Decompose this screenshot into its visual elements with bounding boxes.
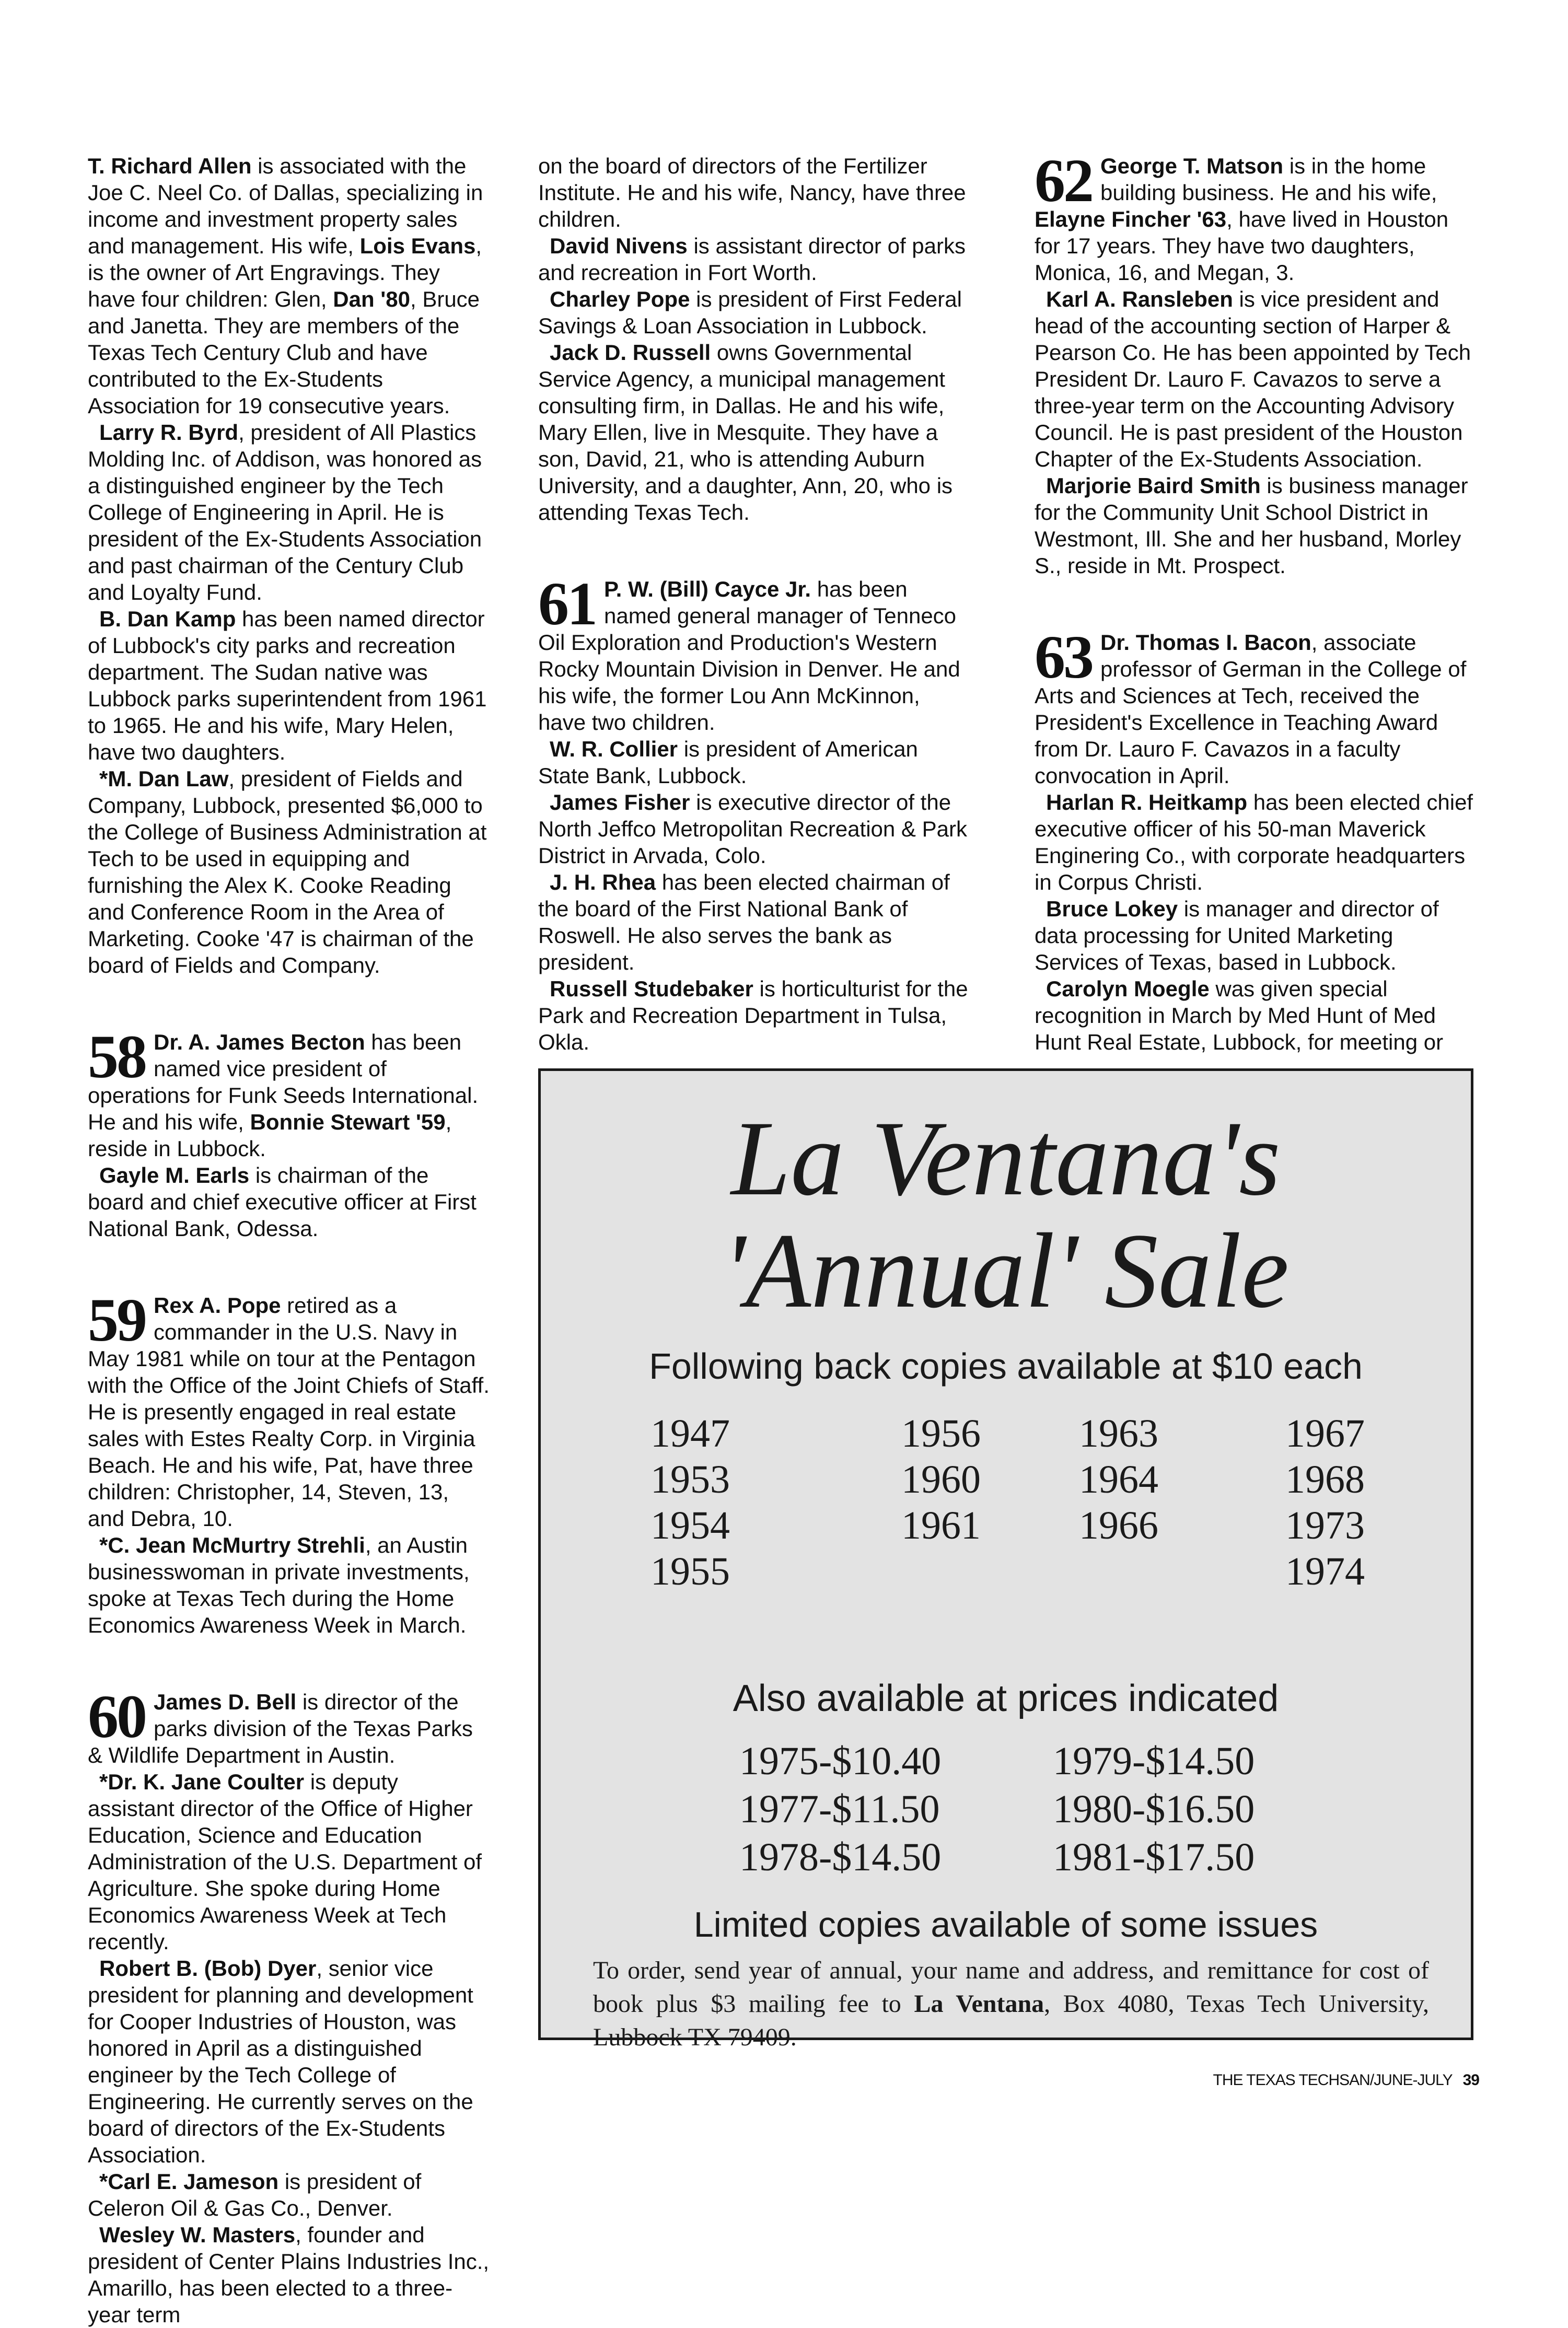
entry-lokey [1035, 895, 1473, 975]
entry-law [88, 765, 490, 979]
entry-text: was given special recognition in March by Med Hunt of Med Hunt Real Estate, Lubbock, for meeting or [1035, 976, 1444, 1054]
entry-masters [88, 2221, 490, 2328]
price-item: 1977-$11.50 [739, 1787, 940, 1831]
entry-text: is director of the parks division of the Texas Parks & Wildlife Department in Austin. [88, 1690, 473, 1767]
entry-name: J. H. Rhea [550, 870, 656, 894]
entry-text: is chairman of the board and chief executive officer at First National Bank, Odessa. [88, 1163, 477, 1241]
entry-text: is in the home building business. He and his wife, [1100, 154, 1437, 205]
entry-kamp [88, 606, 490, 765]
price-item: 1981-$17.50 [1053, 1835, 1255, 1879]
entry-allen [88, 153, 490, 419]
entry-name: Marjorie Baird Smith [1046, 473, 1261, 498]
year-item: 1966 [1079, 1504, 1158, 1547]
price-item: 1979-$14.50 [1053, 1739, 1255, 1783]
entry-text: has been elected chief executive officer of his 50-man Maverick Enginering Co., with corporate headquarters in Corpus Christi. [1035, 790, 1473, 894]
ad-title [541, 1099, 1471, 1330]
class-year-61: 61 [538, 569, 596, 638]
class-58-section [88, 1022, 490, 1242]
la-ventana-ad [538, 1068, 1473, 2051]
years-column-2 [901, 1411, 1058, 1549]
year-item: 1968 [1285, 1458, 1365, 1501]
year-item: 1955 [651, 1550, 730, 1593]
entry-text: , associate professor of German in the College of Arts and Sciences at Tech, received the President's Excellence in Teaching Award from Dr. Lauro F. Cavazos in a faculty convocation in April. [1035, 630, 1467, 788]
entry-dyer [88, 1955, 490, 2168]
entry-name: Dr. Thomas I. Bacon [1100, 630, 1311, 655]
entry-name: Larry R. Byrd [99, 420, 239, 445]
entry-name: P. W. (Bill) Cayce Jr. [604, 577, 811, 601]
entry-studebaker [538, 975, 972, 1055]
entry-text: has been named director of Lubbock's city parks and recreation department. The Sudan native was Lubbock parks superintendent from 1961 to 1965. He and his wife, Mary Helen, have two daughters. [88, 607, 487, 764]
entry-rhea [538, 869, 972, 975]
class-year-62: 62 [1035, 146, 1092, 215]
prices-column-2 [1053, 1737, 1325, 1881]
years-column-1 [651, 1411, 807, 1594]
prices-column-1 [739, 1737, 1011, 1881]
entry-name: Robert B. (Bob) Dyer [99, 1956, 317, 1981]
class-61-section [538, 569, 972, 1055]
entry-text: on the board of directors of the Fertilizer Institute. He and his wife, Nancy, have three children. [538, 154, 966, 231]
entry-heitkamp [1035, 789, 1473, 895]
entry-strehli [88, 1532, 490, 1638]
entry-name: Russell Studebaker [550, 976, 753, 1001]
class-year-60: 60 [88, 1682, 145, 1751]
year-item: 1954 [651, 1504, 730, 1547]
spacer [88, 1638, 490, 1689]
year-item: 1967 [1285, 1412, 1365, 1456]
entry-name: W. R. Collier [550, 737, 678, 761]
order-name: La Ventana [914, 1990, 1044, 2018]
publication-name: THE TEXAS TECHSAN/JUNE-JULY [1213, 2071, 1453, 2089]
entry-name: Bonnie Stewart '59 [250, 1110, 446, 1134]
entry-text: has been named vice president of operations for Funk Seeds International. He and his wife, [88, 1030, 479, 1134]
entry-russell [538, 339, 972, 526]
entry-text: is vice president and head of the accounting section of Harper & Pearson Co. He has been appointed by Tech President Dr. Lauro F. Cavazos to serve a three-year term on the Accounting Advisory Council. He is past president of the Houston Chapter of the Ex-Students Association. [1035, 287, 1471, 471]
entry-name: Karl A. Ransleben [1046, 287, 1233, 311]
page-footer [1213, 2071, 1479, 2089]
entry-name: T. Richard Allen [88, 154, 252, 178]
years-column-4 [1285, 1411, 1442, 1594]
entry-text: , is the owner of Art Engravings. They have four children: Glen, [88, 234, 482, 311]
entry-text: has been named general manager of Tenneco Oil Exploration and Production's Western Rocky Mountain Division in Denver. He and his wife, the former Lou Ann McKinnon, have two children. [538, 577, 960, 735]
entry-name: *C. Jean McMurtry Strehli [99, 1533, 365, 1557]
entry-text: owns Governmental Service Agency, a municipal management consulting firm, in Dallas. He and his wife, Mary Ellen, live in Mesquite. They have a son, David, 21, who is attending Auburn University, and a daughter, Ann, 20, who is attending Texas Tech. [538, 340, 953, 525]
column-2 [538, 153, 972, 1055]
year-item: 1974 [1285, 1550, 1365, 1593]
year-item: 1964 [1079, 1458, 1158, 1501]
ad-prices-heading: Also available at prices indicated [733, 1678, 1279, 1719]
entry-ransleben [1035, 286, 1473, 472]
entry-name: *M. Dan Law [99, 766, 229, 791]
entry-text: is horticulturist for the Park and Recreation Department in Tulsa, Okla. [538, 976, 968, 1054]
entry-name: *Dr. K. Jane Coulter [99, 1770, 305, 1794]
entry-name: Wesley W. Masters [99, 2222, 296, 2247]
entry-name: George T. Matson [1100, 154, 1284, 178]
entry-fisher [538, 789, 972, 869]
entry-name: Bruce Lokey [1046, 897, 1178, 921]
year-item: 1961 [901, 1504, 981, 1547]
order-text: , Box 4080, Texas Tech University, Lubbock TX 79409. [593, 1990, 1430, 2051]
entry-text: has been elected chairman of the board of the First National Bank of Roswell. He also serves the bank as president. [538, 870, 950, 974]
class-59-section [88, 1286, 490, 1638]
year-item: 1963 [1079, 1412, 1158, 1456]
entry-text: , senior vice president for planning and development for Cooper Industries of Houston, was honored in April as a distinguished engineer by the Tech College of Engineering. He currently serves on the board of directors of the Ex-Students Association. [88, 1956, 473, 2167]
year-item: 1953 [651, 1458, 730, 1501]
entry-text: is assistant director of parks and recreation in Fort Worth. [538, 234, 966, 285]
entry-text: , founder and president of Center Plains Industries Inc., Amarillo, has been elected to a three-year term [88, 2222, 490, 2327]
spacer [538, 526, 972, 576]
entry-name: David Nivens [550, 234, 688, 258]
entry-name: Charley Pope [550, 287, 690, 311]
entry-pope [88, 1286, 490, 1532]
entry-text: , president of All Plastics Molding Inc. of Addison, was honored as a distinguished engineer by the Tech College of Engineering in April. He is president of the Ex-Students Association and past chairman of the Century Club and Loyalty Fund. [88, 420, 482, 604]
entry-pope-c [538, 286, 972, 339]
entry-name: B. Dan Kamp [99, 607, 236, 631]
price-item: 1980-$16.50 [1053, 1787, 1255, 1831]
ad-title-line-2: 'Annual' Sale [722, 1212, 1290, 1330]
spacer [88, 979, 490, 1029]
entry-masters-cont [538, 153, 972, 232]
entry-bacon [1035, 623, 1473, 789]
year-item: 1960 [901, 1458, 981, 1501]
entry-name: James D. Bell [154, 1690, 297, 1714]
column-3 [1035, 146, 1473, 1055]
class-year-58: 58 [88, 1022, 145, 1091]
entry-cayce [538, 569, 972, 736]
entry-text: , have lived in Houston for 17 years. They have two daughters, Monica, 16, and Megan, 3. [1035, 207, 1449, 285]
class-62-section [1035, 146, 1473, 579]
entry-nivens [538, 232, 972, 286]
years-column-3 [1079, 1411, 1236, 1549]
ad-order-instructions [593, 1954, 1429, 2054]
spacer [88, 1242, 490, 1292]
entry-becton [88, 1022, 490, 1162]
spacer [1035, 579, 1473, 629]
entry-text: is manager and director of data processing for United Marketing Services of Texas, based in Lubbock. [1035, 897, 1439, 974]
price-item: 1975-$10.40 [739, 1739, 942, 1783]
class-year-63: 63 [1035, 623, 1092, 691]
class-60-section [88, 1682, 490, 2328]
year-item: 1973 [1285, 1504, 1365, 1547]
entry-name: Dan '80 [333, 287, 410, 311]
entry-text: , an Austin businesswoman in private investments, spoke at Texas Tech during the Home Economics Awareness Week in March. [88, 1533, 470, 1637]
entry-name: Harlan R. Heitkamp [1046, 790, 1248, 814]
entry-coulter [88, 1768, 490, 1955]
entry-text: is executive director of the North Jeffco Metropolitan Recreation & Park District in Arvada, Colo. [538, 790, 967, 868]
year-item: 1956 [901, 1412, 981, 1456]
entry-moegle [1035, 975, 1473, 1055]
price-item: 1978-$14.50 [739, 1835, 942, 1879]
entry-name: Elayne Fincher '63 [1035, 207, 1227, 231]
entry-name: Dr. A. James Becton [154, 1030, 365, 1054]
entry-earls [88, 1162, 490, 1242]
entry-name: Carolyn Moegle [1046, 976, 1210, 1001]
ad-title-line-1: La Ventana's [731, 1099, 1281, 1218]
entry-text: is business manager for the Community Unit School District in Westmont, Ill. She and her husband, Morley S., reside in Mt. Prospect. [1035, 473, 1468, 578]
ad-limited-copies-note: Limited copies available of some issues [693, 1905, 1318, 1945]
entry-matson [1035, 146, 1473, 286]
entry-text: , president of Fields and Company, Lubbock, presented $6,000 to the College of Business Administration at Tech to be used in equipping and furnishing the Alex K. Cooke Reading and Conference Room in the Area of Marketing. Cooke '47 is chairman of the board of Fields and Company. [88, 766, 487, 977]
entry-byrd [88, 419, 490, 606]
class-63-section [1035, 623, 1473, 1055]
entry-text: is deputy assistant director of the Office of Higher Education, Science and Education Administration of the U.S. Department of Agriculture. She spoke during Home Economics Awareness Week at Tech recently. [88, 1770, 482, 1954]
entry-bell [88, 1682, 490, 1768]
entry-text: is associated with the Joe C. Neel Co. of Dallas, specializing in income and investment property sales and management. His wife, [88, 154, 483, 258]
year-item: 1947 [651, 1412, 730, 1456]
entry-text: is president of American State Bank, Lubbock. [538, 737, 918, 788]
entry-collier [538, 736, 972, 789]
class-year-59: 59 [88, 1286, 145, 1354]
entry-name: Jack D. Russell [550, 340, 711, 365]
entry-name: Rex A. Pope [154, 1293, 281, 1318]
entry-text: , Bruce and Janetta. They are members of the Texas Tech Century Club and have contributed to the Ex-Students Association for 19 consecutive years. [88, 287, 480, 418]
column-1 [88, 153, 490, 2328]
entry-text: is president of Celeron Oil & Gas Co., Denver. [88, 2169, 422, 2220]
entry-jameson [88, 2168, 490, 2221]
ad-back-copies-heading: Following back copies available at $10 each [649, 1346, 1363, 1387]
entry-name: *Carl E. Jameson [99, 2169, 279, 2194]
entry-text: retired as a commander in the U.S. Navy in May 1981 while on tour at the Pentagon with the Office of the Joint Chiefs of Staff. He is presently engaged in real estate sales with Estes Realty Corp. in Virginia Beach. He and his wife, Pat, have three children: Christopher, 14, Steven, 13, and Debra, 10. [88, 1293, 490, 1531]
entry-name: Lois Evans [359, 234, 476, 258]
entry-text: , reside in Lubbock. [88, 1110, 452, 1161]
entry-smith [1035, 472, 1473, 579]
entry-name: Gayle M. Earls [99, 1163, 250, 1188]
page-number: 39 [1462, 2071, 1479, 2089]
order-text: To order, send year of annual, your name and address, and remittance for cost of book plus $3 mailing fee to [593, 1957, 1429, 2018]
entry-name: James Fisher [550, 790, 690, 814]
entry-text: is president of First Federal Savings & Loan Association in Lubbock. [538, 287, 962, 338]
